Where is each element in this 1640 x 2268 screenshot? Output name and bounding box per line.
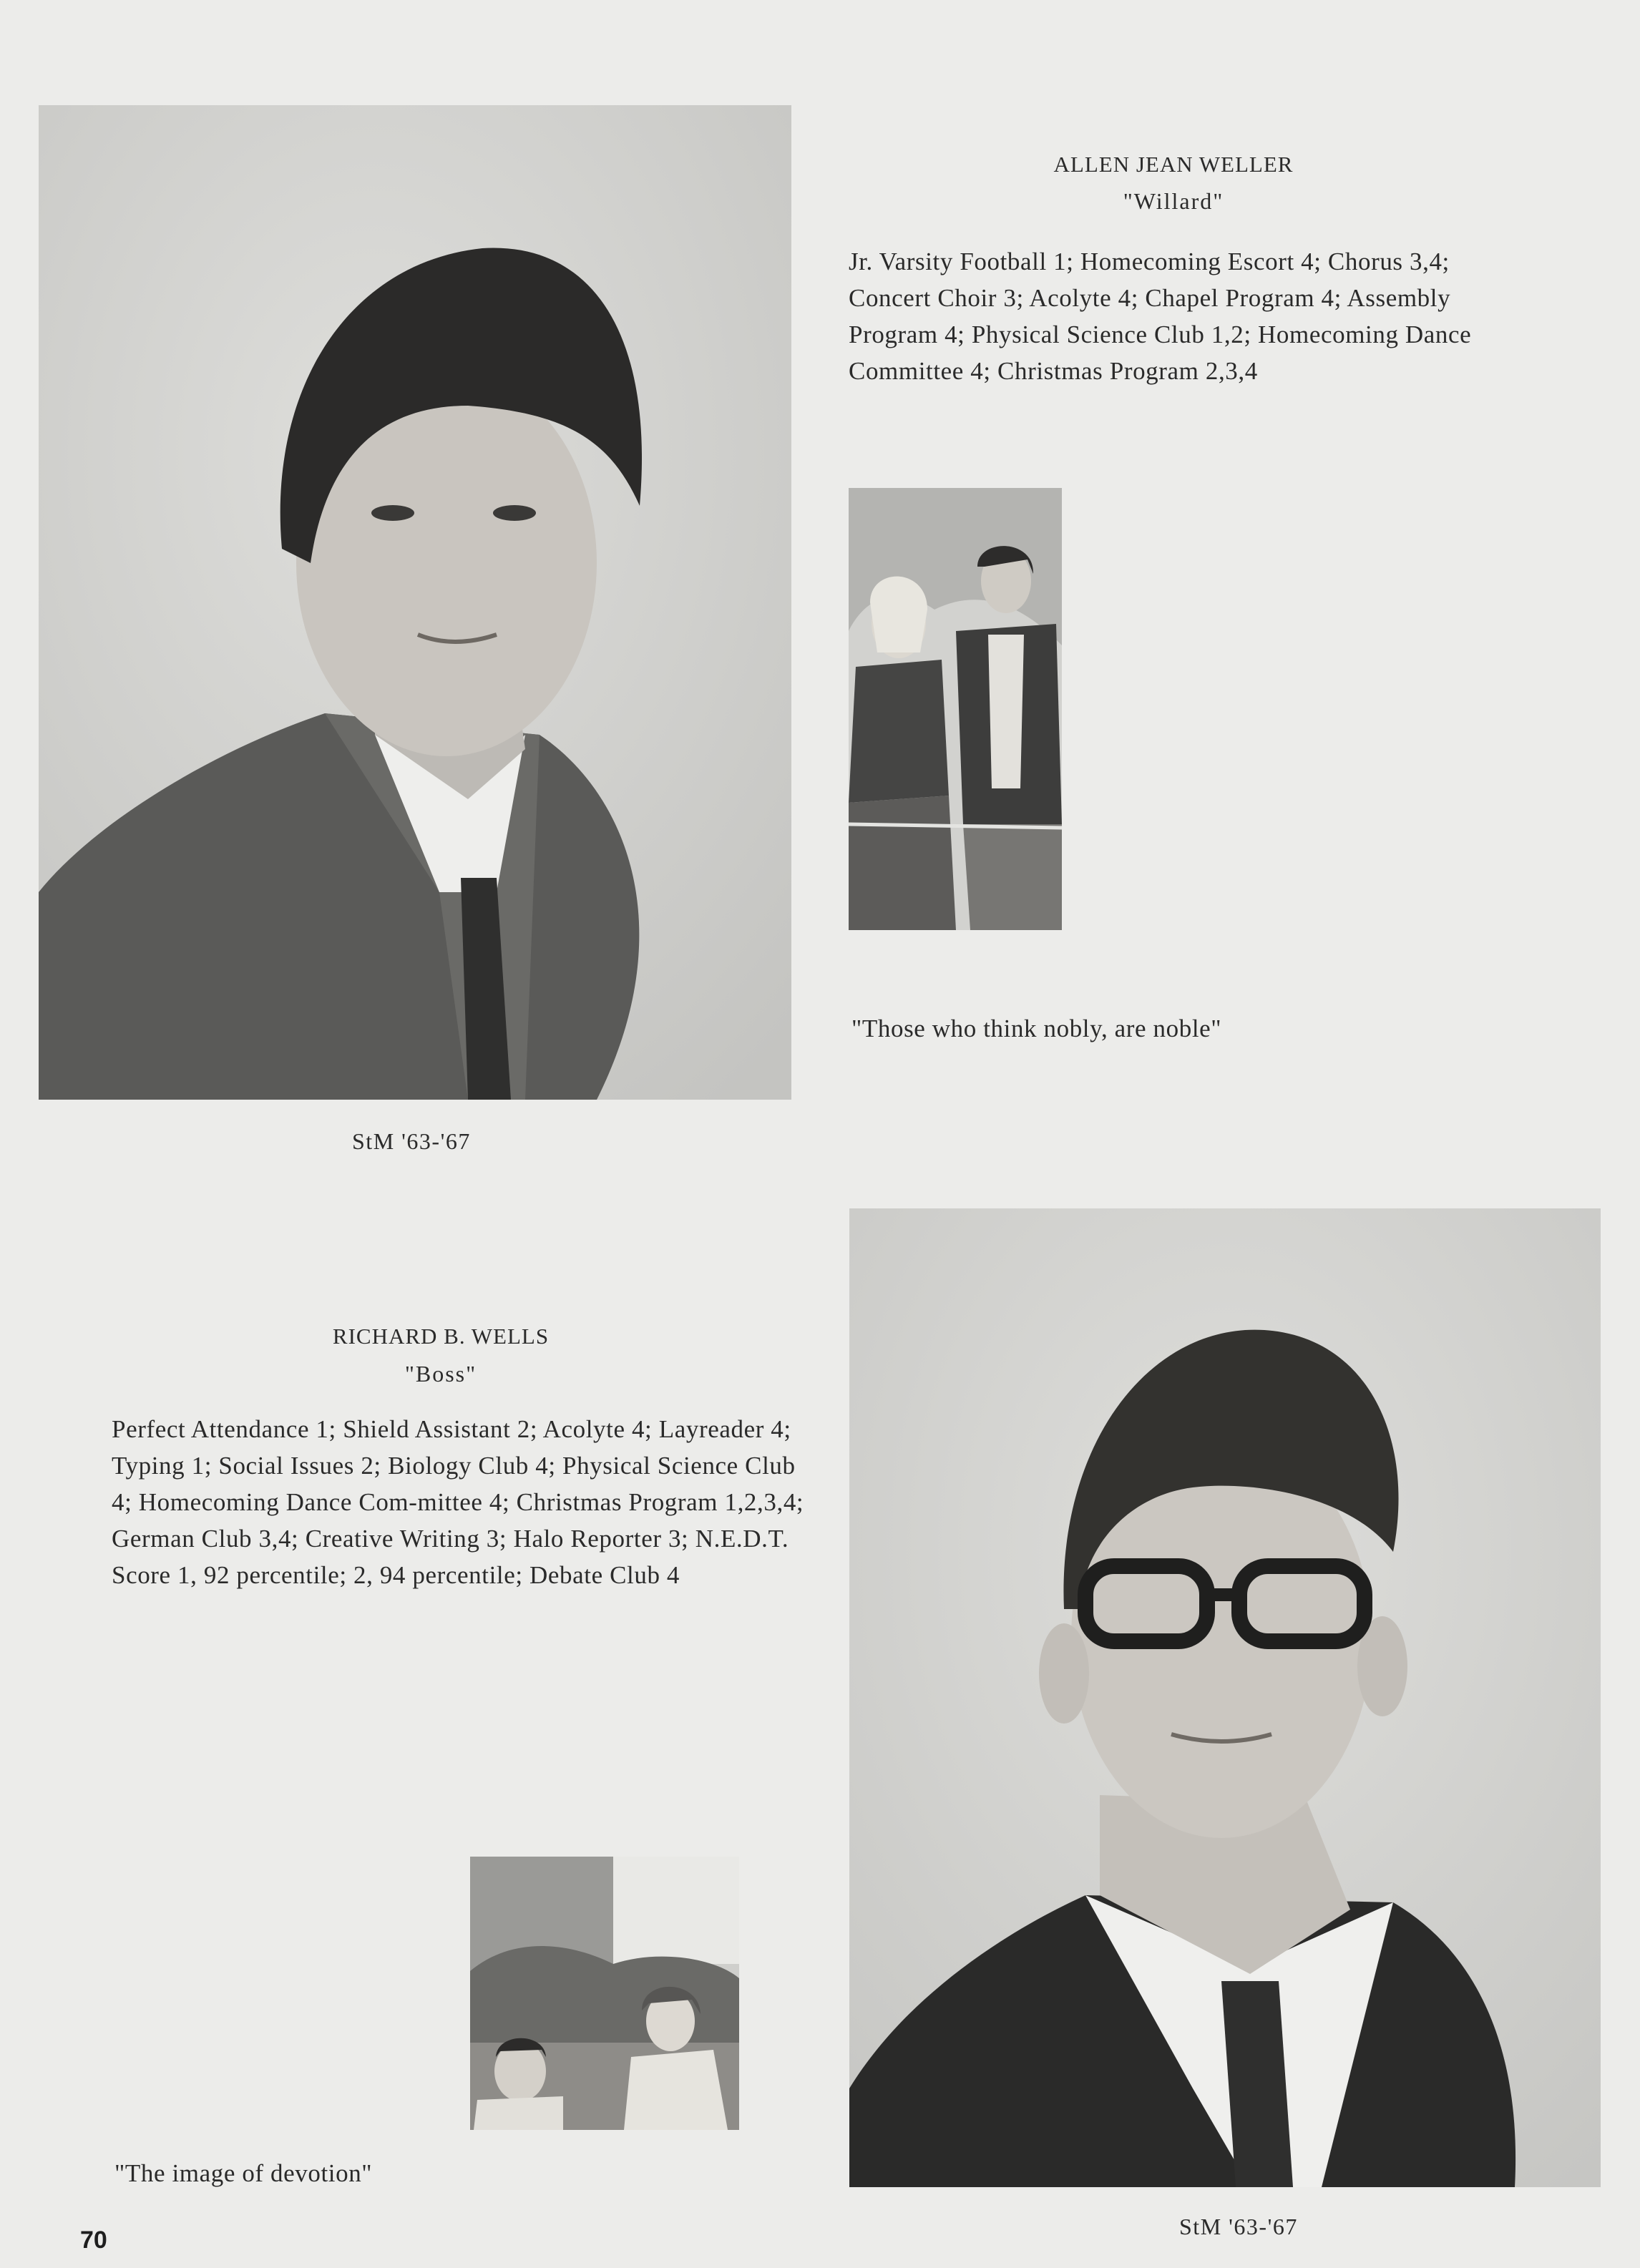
candid-photo-wells — [470, 1857, 739, 2130]
candid-photo-weller — [849, 488, 1062, 930]
student-activities: Jr. Varsity Football 1; Homecoming Escort 4; Chorus 3,4; Concert Choir 3; Acolyte 4; Chapel Program 4; Assembly Program 4; Physical Science Club 1,2; Homecoming Dance Committee 4; Christmas Program 2,3,4 — [849, 248, 1472, 385]
student-activities: Perfect Attendance 1; Shield Assistant 2; Acolyte 4; Layreader 4; Typing 1; Social Issues 2; Biology Club 4; Physical Science Club 4; Homecoming Dance Com-mittee 4; Christmas Program 1,2,3,4; German Club 3,4; Creative Writing 3; Halo Reporter 3; N.E.D.T. Score 1, 92 percentile; 2, 94 percentile; Debate Club 4 — [112, 1415, 804, 1589]
page-number: 70 — [80, 2227, 107, 2254]
student-nickname: "Boss" — [404, 1361, 477, 1387]
student-name: ALLEN JEAN WELLER — [1053, 152, 1294, 177]
student-quote: "The image of devotion" — [114, 2159, 373, 2187]
portrait-photo-weller — [39, 105, 791, 1100]
portrait-photo-wells — [849, 1208, 1601, 2187]
student-nickname: "Willard" — [1123, 188, 1224, 214]
student-quote: "Those who think nobly, are noble" — [851, 1015, 1222, 1042]
student-years-caption: StM '63-'67 — [1179, 2214, 1298, 2239]
student-name: RICHARD B. WELLS — [332, 1324, 550, 1349]
student-years-caption: StM '63-'67 — [352, 1128, 471, 1154]
